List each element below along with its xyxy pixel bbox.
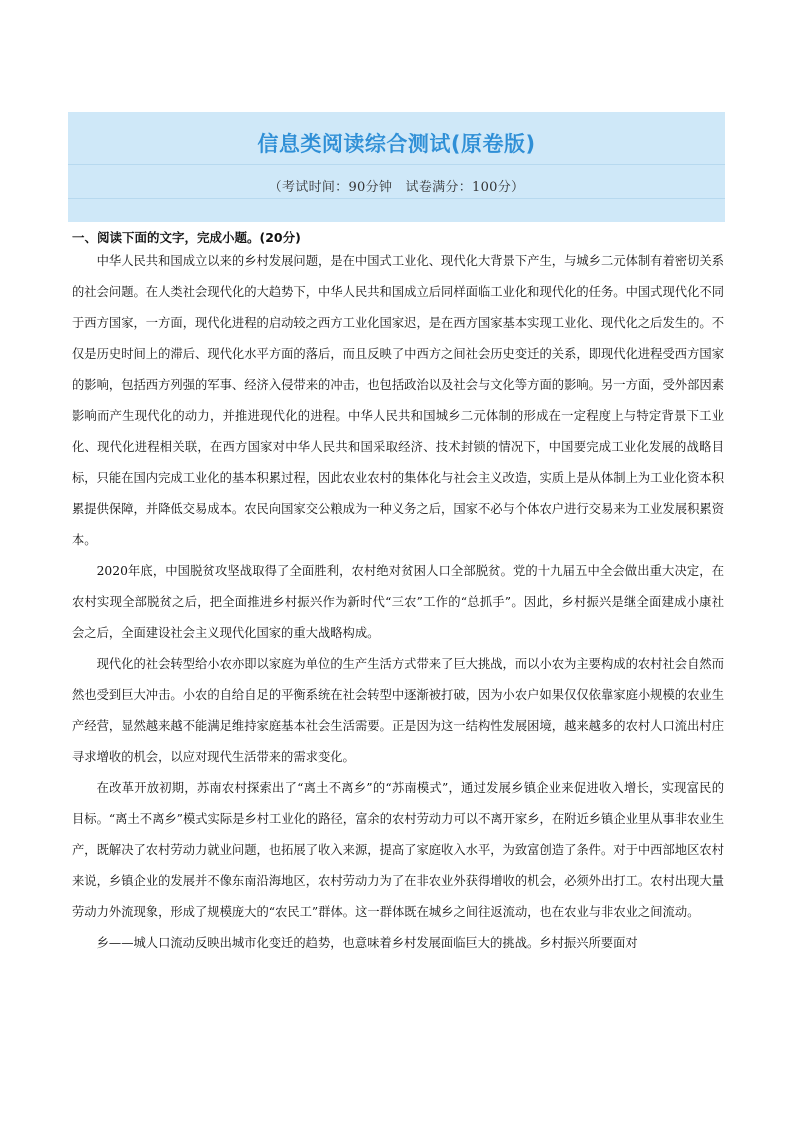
paragraph: 现代化的社会转型给小农亦即以家庭为单位的生产生活方式带来了巨大挑战，而以小农为主要构成的农村社会自然而然也受到巨大冲击。小农的自给自足的平衡系统在社会转型中逐渐被打破，因为小农户如果仅仅依靠家庭小规模的农业生产经营，显然越来越不能满足维持家庭基本社会生活需要。正是因为这一结构性发展困境，越来越多的农村人口流出村庄寻求增收的机会，以应对现代生活带来的需求变化。 xyxy=(72,657,724,764)
header-banner xyxy=(68,112,725,222)
exam-info: （考试时间：90分钟 试卷满分：100分） xyxy=(268,180,525,195)
passage xyxy=(72,246,724,959)
paragraph: 在改革开放初期，苏南农村探索出了“离土不离乡”的“苏南模式”，通过发展乡镇企业来促进收入增长，实现富民的目标。“离土不离乡”模式实际是乡村工业化的路径，富余的农村劳动力可以不离开家乡，在附近乡镇企业里从事非农业生产，既解决了农村劳动力就业问题，也拓展了收入来源，提高了家庭收入水平，为致富创造了条件。对于中西部地区农村来说，乡镇企业的发展并不像东南沿海地区，农村劳动力为了在非农业外获得增收的机会，必须外出打工。农村出现大量劳动力外流现象，形成了规模庞大的“农民工”群体。这一群体既在城乡之间往返流动，也在农业与非农业之间流动。 xyxy=(72,781,725,919)
paragraph: 中华人民共和国成立以来的乡村发展问题，是在中国式工业化、现代化大背景下产生，与城乡二元体制有着密切关系的社会问题。在人类社会现代化的大趋势下，中华人民共和国成立后同样面临工业化和现代化的任务。中国式现代化不同于西方国家，一方面，现代化进程的启动较之西方工业化国家迟，是在西方国家基本实现工业化、现代化之后发生的。不仅是历史时间上的滞后、现代化水平方面的落后，而且反映了中西方之间社会历史变迁的关系，即现代化进程受西方国家的影响，包括西方列强的军事、经济入侵带来的冲击，也包括政治以及社会与文化等方面的影响。另一方面，受外部因素影响而产生现代化的动力，并推进现代化的进程。中华人民共和国城乡二元体制的形成在一定程度上与特定背景下工业化、现代化进程相关联，在西方国家对中华人民共和国采取经济、技术封锁的情况下，中国要完成工业化发展的战略目标，只能在国内完成工业化的基本积累过程，因此农业农村的集体化与社会主义改造，实质上是从体制上为工业化资本积累提供保障，并降低交易成本。农民向国家交公粮成为一种义务之后，国家不必与个体农户进行交易来为工业发展积累资本。 xyxy=(72,254,724,547)
paragraph: 乡——城人口流动反映出城市化变迁的趋势，也意味着乡村发展面临巨大的挑战。乡村振兴所要面对 xyxy=(96,936,638,950)
section-heading: 一、阅读下面的文字，完成小题。(20分) xyxy=(72,230,301,245)
page-title: 信息类阅读综合测试(原卷版) xyxy=(257,132,536,156)
banner-divider xyxy=(68,164,725,165)
banner-divider xyxy=(68,198,725,199)
paragraph: 2020年底，中国脱贫攻坚战取得了全面胜利，农村绝对贫困人口全部脱贫。党的十九届五中全会做出重大决定，在农村实现全部脱贫之后，把全面推进乡村振兴作为新时代“三农”工作的“总抓手”。因此，乡村振兴是继全面建成小康社会之后，全面建设社会主义现代化国家的重大战略构成。 xyxy=(72,564,724,640)
